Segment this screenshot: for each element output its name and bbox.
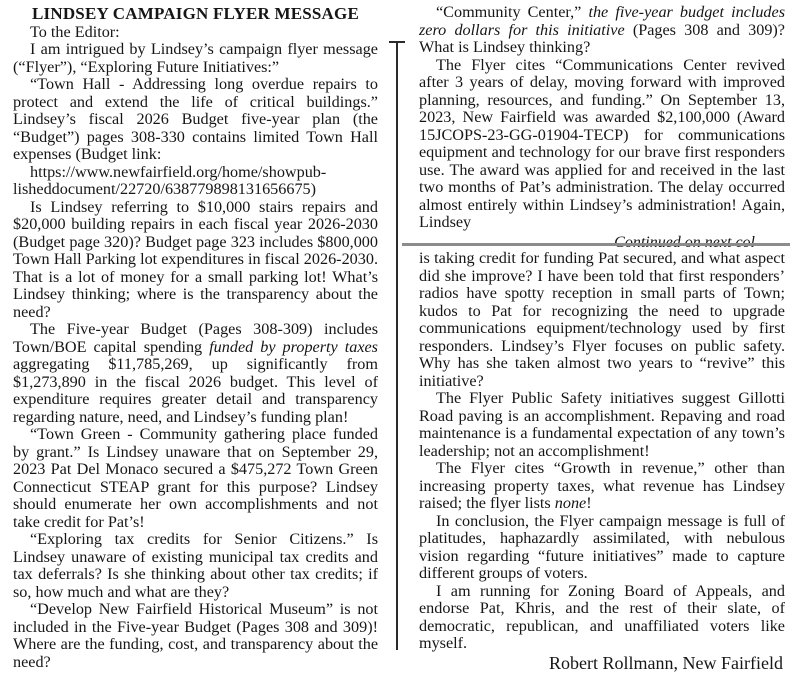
section-rule bbox=[402, 243, 790, 246]
paragraph-public-safety: The Flyer Public Safety initiatives suggest Gillotti Road paving is an accomplishment. Repaving and road maintenance is a fundamental expectation of any town’s leadership; not an accomplishment! bbox=[419, 389, 785, 460]
paragraph-community-center: “Community Center,” the five-year budget includes zero dollars for this initiative (Pages 308 and 309)? What is Lindsey thinking? bbox=[419, 3, 786, 56]
paragraph-town-hall: “Town Hall - Addressing long overdue repairs to protect and extend the life of critical buildings.” Lindsey’s fiscal 2026 Budget five-year plan (the “Budget”) pages 308-330 contains limited Town Hall expenses (Budget link: bbox=[13, 75, 378, 163]
left-column-paragraphs bbox=[13, 24, 378, 672]
budget-link-url-line-2: lisheddocument/22720/638779898131656675) bbox=[13, 180, 317, 198]
signature: Robert Rollmann, New Fairfield bbox=[549, 652, 783, 673]
paragraph-communications-center: The Flyer cites “Communications Center revived after 3 years of delay, moving forward with improved planning, resources, and funding.” On September 13, 2023, New Fairfield was awarded $2,100,000 (Award 15JCOPS-23-GG-01904-TECP) for communications equipment and technology for our brave first responders use. The award was applied for and received in the last two months of Pat’s administration. The delay occurred almost entirely within Lindsey’s administration! Again, Lindsey bbox=[419, 55, 785, 231]
continuation-note-clip bbox=[402, 234, 783, 242]
paragraph-endorsement: I am running for Zoning Board of Appeals, and endorse Pat, Khris, and the rest of their slate, of democratic, republican, and unaffiliated voters like myself. bbox=[419, 581, 785, 652]
column-divider bbox=[396, 42, 398, 650]
left-column bbox=[13, 5, 378, 671]
paragraph-salutation: To the Editor: bbox=[30, 22, 120, 41]
right-column-top-paragraphs bbox=[419, 4, 785, 232]
paragraph-revenue: The Flyer cites “Growth in revenue,” other than increasing property taxes, what revenue has Lindsey raised; the flyer lists none! bbox=[419, 459, 785, 512]
paragraph-conclusion: In conclusion, the Flyer campaign message is full of platitudes, haphazardly assimilated, with nebulous vision regarding “future initiatives” made to capture different groups of voters. bbox=[419, 511, 785, 582]
right-column-bottom bbox=[419, 250, 785, 672]
budget-link-url-line-1: https://www.newfairfield.org/home/showpub- bbox=[30, 162, 327, 181]
paragraph-repairs-question: Is Lindsey referring to $10,000 stairs repairs and $20,000 building repairs in each fiscal year 2026-2030 (Budget page 320)? Budget page 323 includes $800,000 Town Hall Parking lot expenditures in fiscal 2026-2030. That is a lot of money for a small parking lot! What’s Lindsey thinking; where is the transparency about the need? bbox=[13, 197, 378, 321]
right-column-top bbox=[419, 4, 785, 232]
paragraph-five-year-budget: The Five-year Budget (Pages 308-309) includes Town/BOE capital spending funded by property taxes aggregating $11,785,269, up significantly from $1,273,890 in the fiscal 2026 budget. This level of expenditure requires greater detail and transparency regarding nature, need, and Lindsey’s funding plan! bbox=[13, 320, 378, 426]
paragraph-senior-tax-credits: “Exploring tax credits for Senior Citizens.” Is Lindsey unaware of existing municipal tax credits and tax deferrals? Is she thinking about other tax credits; if so, how much and what are they? bbox=[13, 530, 378, 601]
paragraph-credit-continuation: is taking credit for funding Pat secured, and what aspect did she improve? I have been told that first responders’ radios have spotty reception in small parts of Town; kudos to Pat for recognizing the need to upgrade communications equipment/technology used by first responders. Lindsey’s Flyer focuses on public safety. Why has she taken almost two years to “revive” this initiative? bbox=[419, 249, 785, 390]
paragraph-town-green: “Town Green - Community gathering place funded by grant.” Is Lindsey unaware that on September 29, 2023 Pat Del Monaco secured a $475,272 Town Green Connecticut STEAP grant for this purpose? Lindsey should enumerate her own accomplishments and not take credit for Pat’s! bbox=[13, 425, 378, 531]
paragraph-historical-museum: “Develop New Fairfield Historical Museum” is not included in the Five-year Budget (Pages 308 and 309)! Where are the funding, cost, and transparency about the need? bbox=[13, 600, 378, 671]
paragraph-intro: I am intrigued by Lindsey’s campaign flyer message (“Flyer”), “Exploring Future Initiatives:” bbox=[13, 40, 378, 76]
right-column-bottom-paragraphs bbox=[419, 250, 785, 653]
letter-title: LINDSEY CAMPAIGN FLYER MESSAGE bbox=[32, 4, 359, 23]
